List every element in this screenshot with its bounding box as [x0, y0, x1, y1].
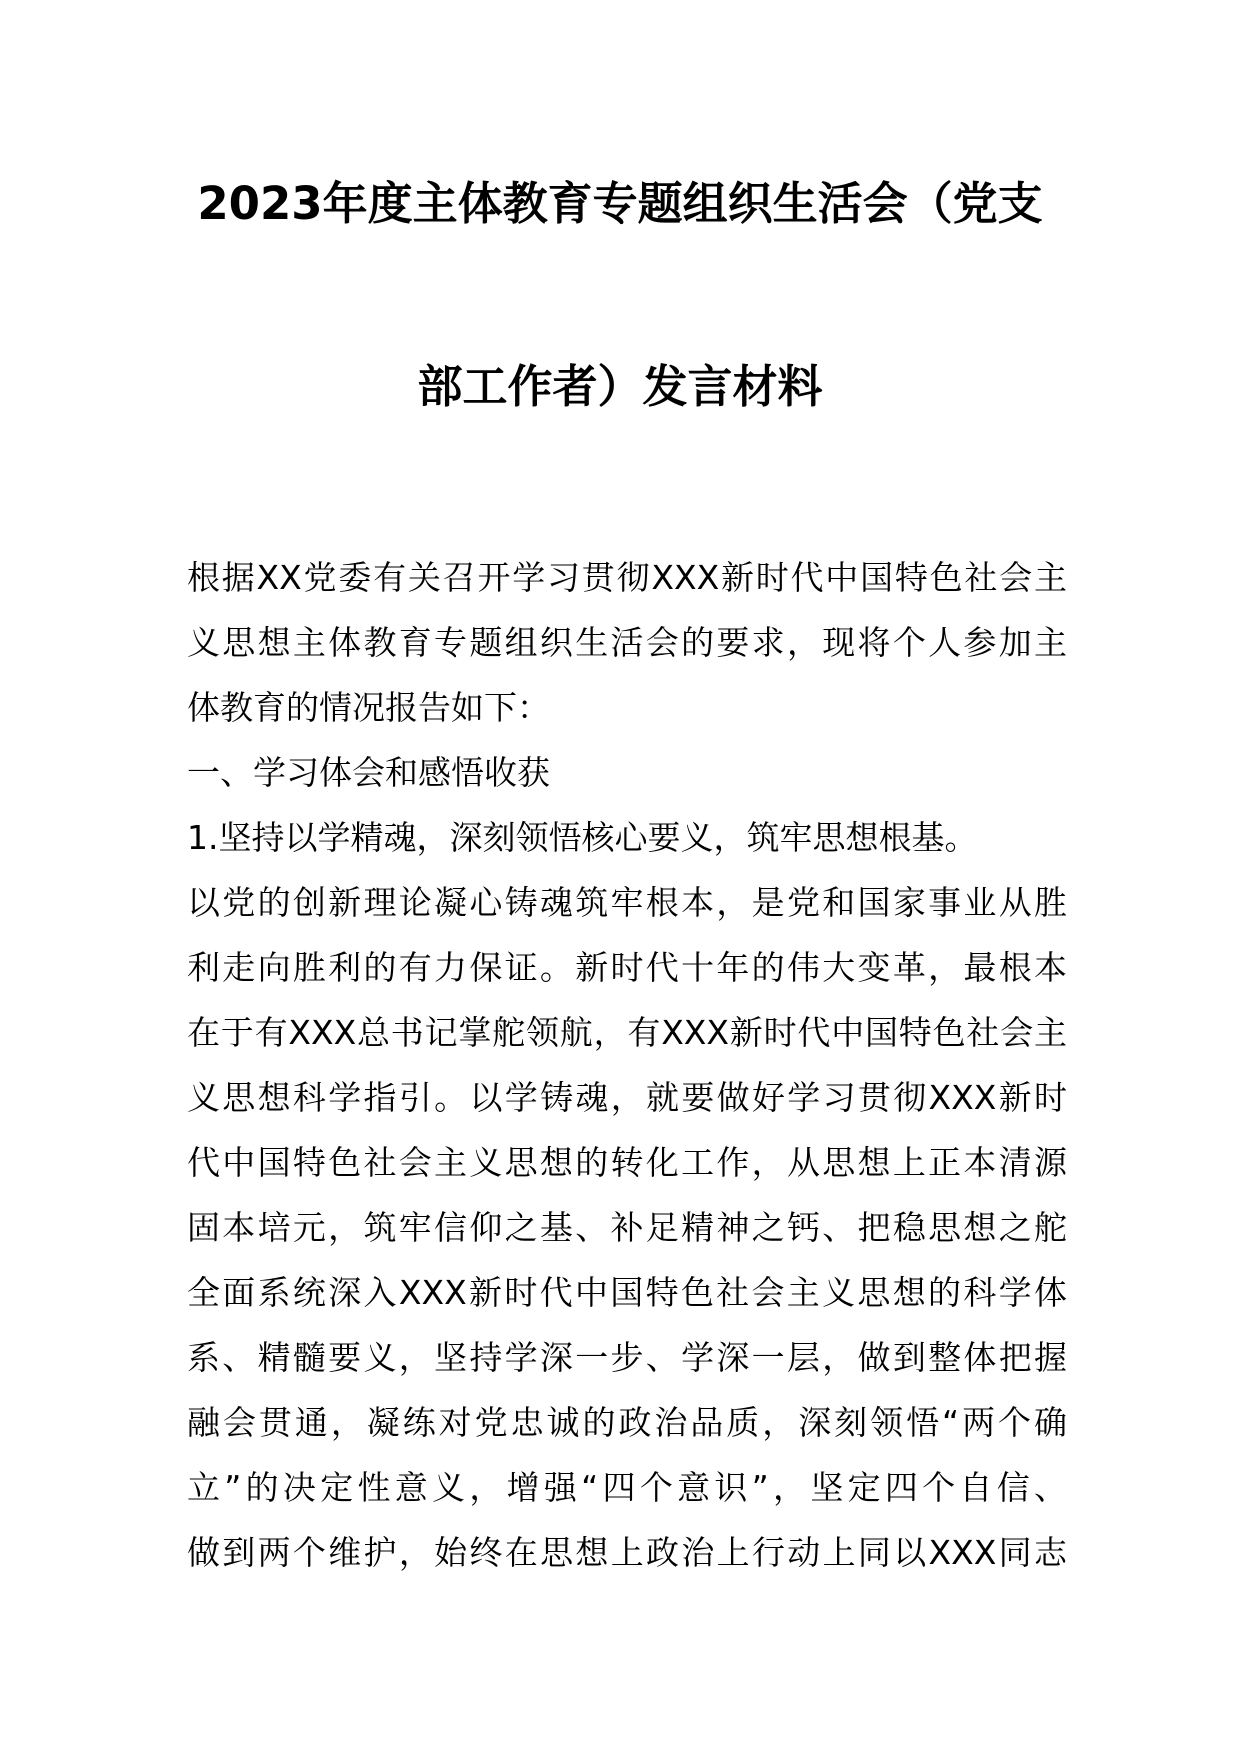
- body-line: 立”的决定性意义，增强“四个意识”，坚定四个自信、: [187, 1468, 1067, 1507]
- section-heading: 一、学习体会和感悟收获: [187, 753, 550, 792]
- body-line: 在于有XXX总书记掌舵领航，有XXX新时代中国特色社会主: [187, 1013, 1067, 1052]
- body-line: 固本培元，筑牢信仰之基、补足精神之钙、把稳思想之舵: [187, 1208, 1067, 1247]
- body-line: 根据XX党委有关召开学习贯彻XXX新时代中国特色社会主: [187, 558, 1067, 597]
- body-line: 义思想科学指引。以学铸魂，就要做好学习贯彻XXX新时: [187, 1078, 1067, 1117]
- body-line: 全面系统深入XXX新时代中国特色社会主义思想的科学体: [187, 1273, 1067, 1312]
- subsection-heading: 1.坚持以学精魂，深刻领悟核心要义，筑牢思想根基。: [187, 818, 978, 857]
- document-title-line-2: 部工作者）发言材料: [417, 360, 823, 413]
- body-line: 利走向胜利的有力保证。新时代十年的伟大变革，最根本: [187, 948, 1067, 987]
- document-title-line-1: 2023年度主体教育专题组织生活会（党支: [197, 177, 1043, 230]
- body-line: 融会贯通，凝练对党忠诚的政治品质，深刻领悟“两个确: [187, 1403, 1067, 1442]
- document-body: [187, 545, 1067, 1585]
- body-line: 做到两个维护，始终在思想上政治上行动上同以XXX同志: [187, 1533, 1067, 1572]
- body-line: 系、精髓要义，坚持学深一步、学深一层，做到整体把握: [187, 1338, 1067, 1377]
- body-line: 体教育的情况报告如下：: [187, 688, 550, 727]
- body-line: 义思想主体教育专题组织生活会的要求，现将个人参加主: [187, 623, 1067, 662]
- body-line: 代中国特色社会主义思想的转化工作，从思想上正本清源: [187, 1143, 1067, 1182]
- body-line: 以党的创新理论凝心铸魂筑牢根本，是党和国家事业从胜: [187, 883, 1067, 922]
